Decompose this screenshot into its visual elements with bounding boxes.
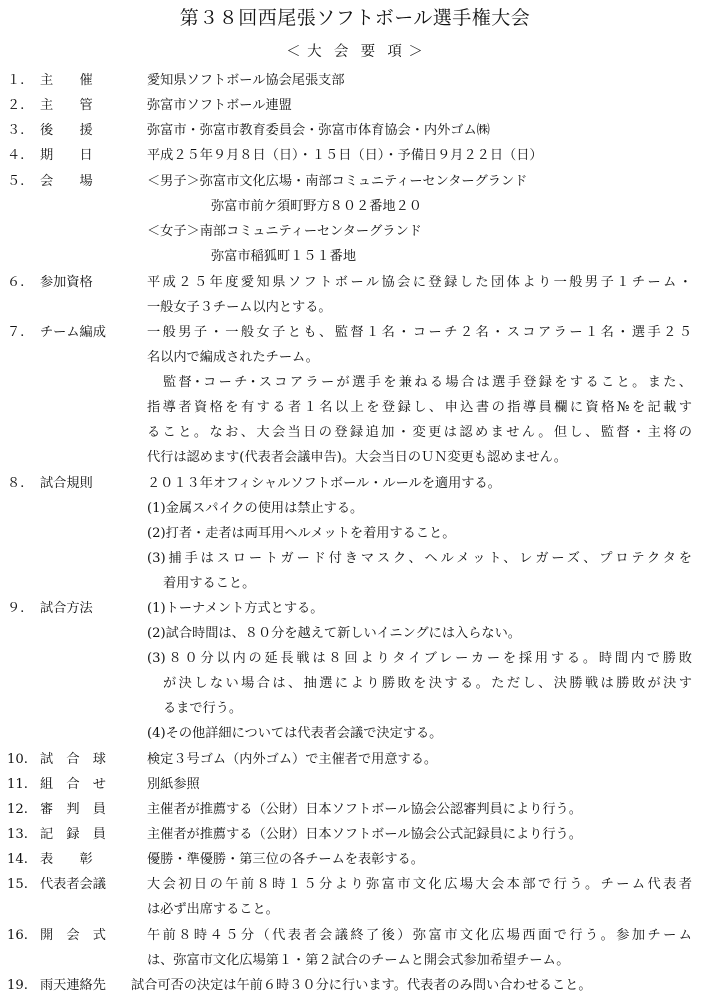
section-text-line: 弥富市前ケ須町野方８０２番地２０ [211, 199, 422, 214]
section-text-line: 指導者資格を有する者１名以上を登録し、申込書の指導員欄に資格№を記載す [147, 400, 692, 415]
section-number: ３. [7, 123, 25, 138]
section-text-line: 監督･コーチ･スコアラーが選手を兼ねる場合は選手登録をすること。また、 [163, 375, 692, 390]
section-text-line: 名以内で編成されたチーム。 [147, 350, 319, 365]
section-text-line: (1)金属スパイクの使用は禁止する。 [147, 501, 364, 516]
section-number: ９. [7, 601, 25, 616]
section-text-line: は、弥富市文化広場第１・第２試合のチームと開会式参加希望チーム。 [147, 953, 570, 968]
section-text-line: (2)試合時間は、８０分を越えて新しいイニングには入らない。 [147, 626, 521, 641]
section-text-line: (4)その他詳細については代表者会議で決定する。 [147, 726, 443, 741]
section-number: 12. [7, 802, 28, 817]
section-number: ６. [7, 275, 25, 290]
section-label: 審 判 員 [40, 802, 106, 817]
section-label: チーム編成 [40, 325, 106, 340]
section-label: 主 催 [40, 73, 93, 88]
section-label: 参加資格 [40, 275, 93, 290]
section-label: 開 会 式 [40, 928, 106, 943]
section-text-line: 平成２５年９月８日（日）・１５日（日）・予備日９月２２日（日） [147, 148, 543, 163]
section-text-line: ること。なお、大会当日の登録追加・変更は認めません。但し、監督・主将の [147, 425, 692, 440]
section-text-line: 愛知県ソフトボール協会尾張支部 [147, 73, 345, 88]
section-number: ８. [7, 476, 25, 491]
section-text-line: 一般女子３チーム以内とする。 [147, 300, 332, 315]
section-number: 19. [7, 978, 28, 993]
section-label: 表 彰 [40, 852, 93, 867]
section-text-line: 平成２５年度愛知県ソフトボール協会に登録した団体より一般男子１チーム・ [147, 275, 692, 290]
section-text-line: 優勝・準優勝・第三位の各チームを表彰する。 [147, 852, 424, 867]
section-text-line: 別紙参照 [147, 777, 200, 792]
section-label: 会 場 [40, 174, 93, 189]
section-text-line: は必ず出席すること。 [147, 902, 279, 917]
section-text-line: (3)捕手はスロートガード付きマスク、ヘルメット、レガーズ、プロテクタを [147, 551, 692, 566]
section-number: 10. [7, 752, 28, 767]
document-subtitle: ＜ 大 会 要 項 ＞ [286, 44, 424, 60]
section-label: 期 日 [40, 148, 93, 163]
section-text-line: 一般男子・一般女子とも、監督１名・コーチ２名・スコアラー１名・選手２５ [147, 325, 692, 340]
section-label: 後 援 [40, 123, 93, 138]
section-text-line: ２０１３年オフィシャルソフトボール・ルールを適用する。 [147, 476, 501, 491]
section-text-line: 着用すること。 [163, 576, 256, 591]
section-label: 試合規則 [40, 476, 93, 491]
section-label: 組 合 せ [40, 777, 106, 792]
section-number: 15. [7, 877, 28, 892]
section-number: 11. [7, 777, 28, 792]
section-text-line: 弥富市稲狐町１５１番地 [211, 249, 357, 264]
section-label: 記 録 員 [40, 827, 106, 842]
section-number: １. [7, 73, 25, 88]
section-text-line: 弥富市ソフトボール連盟 [147, 98, 292, 113]
section-text-line: 午前８時４５分（代表者会議終了後）弥富市文化広場西面で行う。参加チーム [147, 928, 692, 943]
section-text-line: 試合可否の決定は午前６時３０分に行います。代表者のみ問い合わせること。 [131, 978, 592, 993]
section-text-line: るまで行う。 [163, 701, 243, 716]
section-label: 主 管 [40, 98, 93, 113]
section-text-line: (3)８０分以内の延長戦は８回よりタイブレーカーを採用する。時間内で勝敗 [147, 651, 692, 666]
section-text-line: 主催者が推薦する（公財）日本ソフトボール協会公式記録員により行う。 [147, 827, 582, 842]
section-label: 雨天連絡先 [40, 978, 106, 993]
section-text-line: 弥富市・弥富市教育委員会・弥富市体育協会・内外ゴム㈱ [147, 123, 490, 138]
section-text-line: が決しない場合は、抽選により勝敗を決する。ただし、決勝戦は勝敗が決す [163, 676, 692, 691]
section-text-line: 大会初日の午前８時１５分より弥富市文化広場大会本部で行う。チーム代表者 [147, 877, 692, 892]
section-number: ７. [7, 325, 25, 340]
section-number: 16. [7, 928, 28, 943]
section-label: 代表者会議 [40, 877, 106, 892]
section-text-line: ＜女子＞南部コミュニティーセンターグランド [147, 224, 422, 239]
section-text-line: (2)打者・走者は両耳用ヘルメットを着用すること。 [147, 526, 456, 541]
section-label: 試合方法 [40, 601, 93, 616]
document-title: 第３８回西尾張ソフトボール選手権大会 [179, 7, 531, 29]
section-label: 試 合 球 [40, 752, 106, 767]
section-number: 14. [7, 852, 28, 867]
section-text-line: (1)トーナメント方式とする。 [147, 601, 324, 616]
section-text-line: 主催者が推薦する（公財）日本ソフトボール協会公認審判員により行う。 [147, 802, 582, 817]
section-number: ４. [7, 148, 25, 163]
section-text-line: 検定３号ゴム（内外ゴム）で主催者で用意する。 [147, 752, 438, 767]
section-number: 13. [7, 827, 28, 842]
section-text-line: ＜男子＞弥富市文化広場・南部コミュニティーセンターグランド [147, 174, 528, 189]
section-text-line: 代行は認めます(代表者会議申告)。大会当日のＵＮ変更も認めません。 [147, 450, 567, 465]
section-number: ２. [7, 98, 25, 113]
section-number: ５. [7, 174, 25, 189]
